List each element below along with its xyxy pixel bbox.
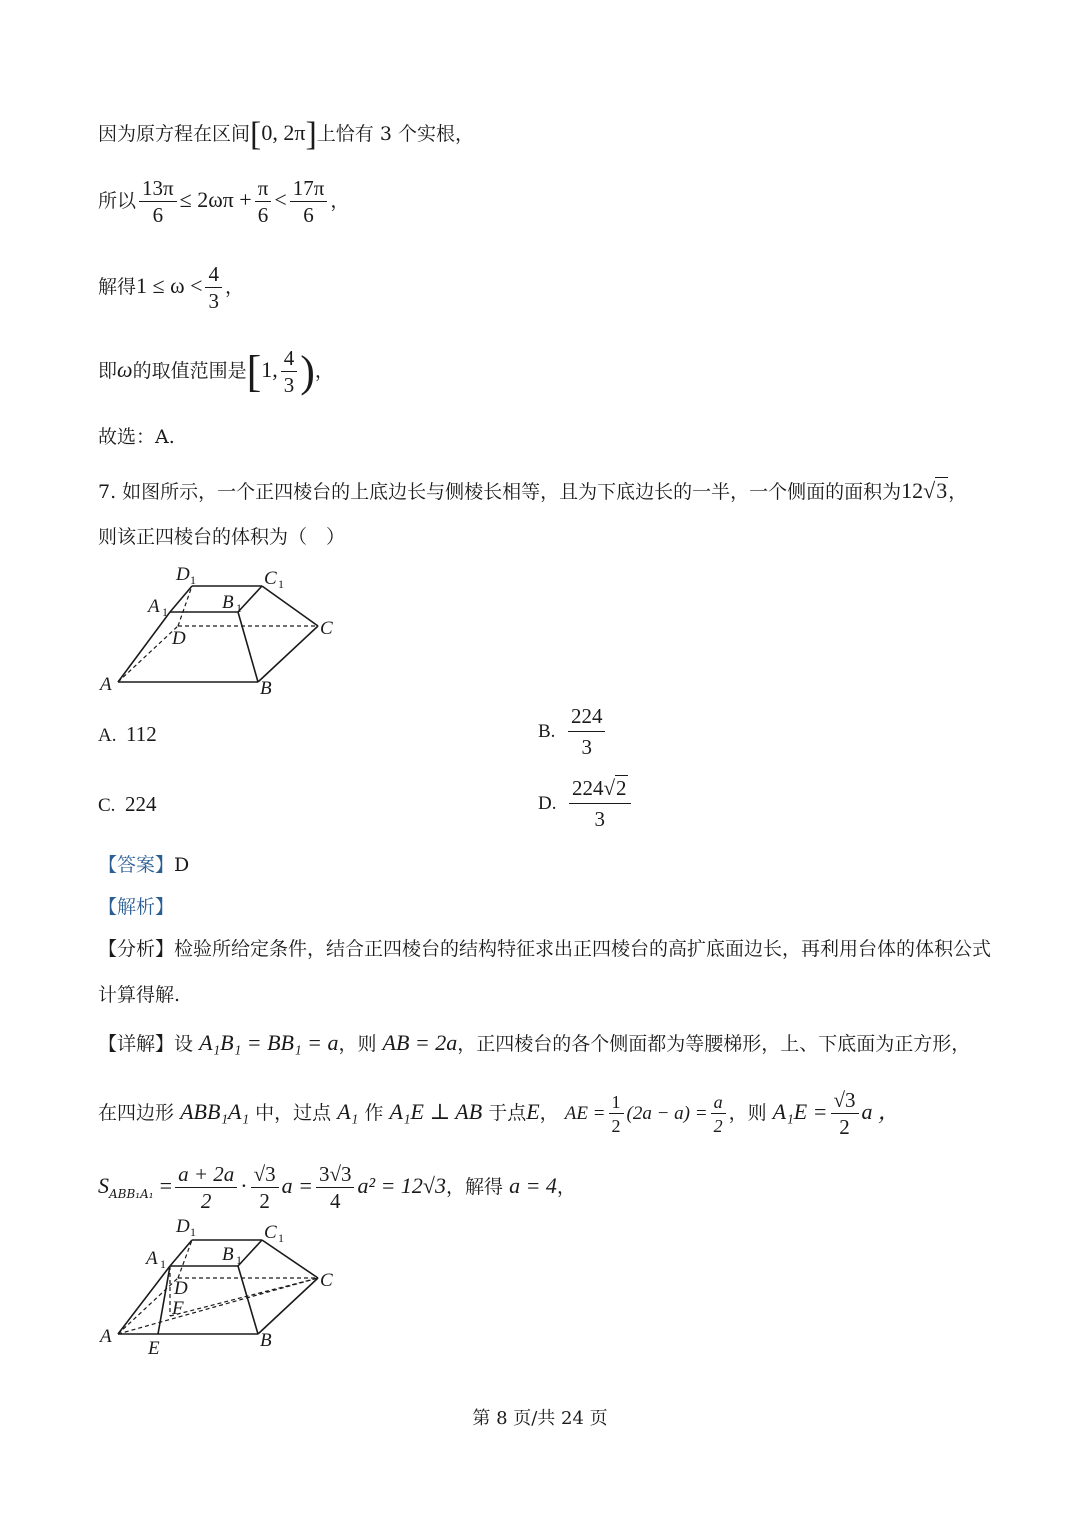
value: 12 bbox=[901, 478, 924, 503]
text: 作 bbox=[364, 1102, 384, 1124]
omega: ω bbox=[117, 357, 133, 382]
label-D: D bbox=[174, 1278, 188, 1299]
text: ， bbox=[556, 1176, 576, 1198]
denominator: 2 bbox=[200, 1189, 212, 1213]
option-label: C. bbox=[98, 795, 116, 816]
denominator: 2 bbox=[839, 1115, 850, 1139]
solution-line-4 bbox=[98, 348, 334, 396]
fraction bbox=[205, 264, 222, 312]
answer-line bbox=[98, 856, 189, 875]
edge-A1D1 bbox=[170, 586, 192, 612]
numerator: 224√2 bbox=[569, 776, 631, 804]
label-D1: D bbox=[176, 564, 190, 585]
hidden-edge-DD1 bbox=[178, 1240, 192, 1278]
text: ， bbox=[314, 360, 334, 382]
bracket-left: [ bbox=[246, 347, 262, 396]
fraction bbox=[175, 1164, 237, 1212]
denominator: 2 bbox=[611, 1116, 621, 1136]
frustum-figure-1 bbox=[96, 560, 346, 700]
label-C1: C bbox=[264, 568, 277, 589]
expr: (2a − a) = bbox=[626, 1103, 708, 1124]
label-F: F bbox=[172, 1298, 184, 1319]
xiangjie-line-3 bbox=[98, 1164, 576, 1212]
expr: < bbox=[274, 187, 287, 212]
option-b[interactable] bbox=[538, 704, 608, 760]
numerator: 224 bbox=[568, 704, 606, 732]
text: ，解得 bbox=[446, 1176, 504, 1198]
expr: AE = bbox=[564, 1103, 606, 1124]
text: ， bbox=[224, 276, 244, 298]
label-B: B bbox=[260, 678, 272, 699]
solution-line-1 bbox=[98, 118, 474, 152]
option-label: B. bbox=[538, 721, 556, 742]
analysis-tag-text: 【解析】 bbox=[98, 896, 175, 918]
bracket-left: [ bbox=[250, 116, 262, 153]
edge-AA1 bbox=[118, 1266, 170, 1334]
hidden-edge-AD bbox=[118, 626, 178, 682]
answer-value: D bbox=[174, 854, 190, 876]
text: ， bbox=[330, 190, 350, 212]
numerator: √3 bbox=[251, 1164, 279, 1188]
label-C: C bbox=[320, 618, 333, 639]
label-C: C bbox=[320, 1270, 333, 1291]
label-C1: C bbox=[264, 1222, 277, 1243]
denominator: 2 bbox=[713, 1116, 723, 1136]
solution-line-2 bbox=[98, 178, 349, 226]
label-sub: 1 bbox=[190, 1225, 196, 1239]
expr: A₁E = bbox=[772, 1099, 828, 1124]
denominator: 3 bbox=[581, 735, 592, 759]
text: ， bbox=[948, 481, 968, 503]
numerator: π bbox=[255, 178, 272, 202]
text: 于点 bbox=[488, 1102, 527, 1124]
interval: 0, 2π bbox=[261, 120, 306, 145]
denominator: 6 bbox=[303, 203, 314, 227]
radicand: 3 bbox=[936, 478, 948, 503]
label-sub: 1 bbox=[278, 577, 284, 591]
radicand: 2 bbox=[616, 776, 627, 800]
fraction bbox=[831, 1090, 859, 1138]
xiangjie-line-1 bbox=[98, 1032, 970, 1054]
page-footer: 第 8 页/共 24 页 bbox=[472, 1408, 608, 1429]
numerator: √3 bbox=[831, 1090, 859, 1114]
text: 设 bbox=[174, 1033, 194, 1055]
point: A₁ bbox=[337, 1099, 359, 1124]
label-D1: D bbox=[176, 1216, 190, 1237]
label-A: A bbox=[100, 1326, 112, 1347]
text: ， bbox=[539, 1102, 559, 1124]
denominator: 2 bbox=[259, 1189, 270, 1213]
label-B1: B bbox=[222, 592, 234, 613]
option-label: D. bbox=[538, 793, 557, 814]
numerator: 17π bbox=[290, 178, 328, 202]
option-d[interactable] bbox=[538, 776, 634, 832]
label-sub: 1 bbox=[190, 573, 196, 587]
equation: A₁B₁ = BB₁ = a bbox=[199, 1030, 339, 1055]
fraction bbox=[316, 1164, 355, 1212]
fraction bbox=[290, 178, 328, 226]
text: 解得 bbox=[98, 276, 137, 298]
option-value bbox=[569, 776, 631, 832]
numerator: 4 bbox=[281, 348, 298, 372]
denominator: 6 bbox=[257, 203, 269, 227]
expr: a = bbox=[281, 1173, 313, 1198]
sqrt-sign: √ bbox=[923, 478, 936, 503]
answer-tag: 【答案】 bbox=[98, 854, 175, 876]
label-A: A bbox=[100, 674, 112, 695]
coefficient: 224 bbox=[571, 776, 604, 800]
option-value: 112 bbox=[125, 722, 157, 746]
text: ，则 bbox=[338, 1033, 377, 1055]
fraction bbox=[255, 178, 272, 226]
fenxi-line-1 bbox=[98, 940, 991, 959]
result: a = 4 bbox=[509, 1173, 557, 1198]
fraction bbox=[281, 348, 298, 396]
numerator: a + 2a bbox=[175, 1164, 237, 1188]
point-e: E bbox=[526, 1099, 540, 1124]
eq: = bbox=[159, 1173, 173, 1198]
label-B: B bbox=[260, 1330, 272, 1351]
fraction bbox=[711, 1093, 726, 1135]
denominator: 4 bbox=[329, 1189, 341, 1213]
edge-CC1 bbox=[262, 1240, 318, 1278]
fenxi-line-2: 计算得解. bbox=[98, 984, 181, 1006]
fenxi-tag: 【分析】 bbox=[98, 938, 175, 960]
fraction bbox=[609, 1093, 624, 1135]
text: 在四边形 bbox=[98, 1102, 175, 1124]
label-sub: 1 bbox=[278, 1231, 284, 1245]
text: 中，过点 bbox=[255, 1102, 332, 1124]
text: 因为原方程在区间 bbox=[98, 123, 251, 145]
option-label: A. bbox=[98, 725, 117, 746]
option-c[interactable] bbox=[98, 792, 156, 817]
denominator: 3 bbox=[208, 289, 219, 313]
option-a[interactable] bbox=[98, 722, 157, 747]
fraction bbox=[251, 1164, 279, 1212]
denominator: 6 bbox=[152, 203, 164, 227]
text: 所以 bbox=[98, 190, 137, 212]
numerator: 1 bbox=[609, 1093, 624, 1114]
segment-A1E bbox=[158, 1266, 170, 1334]
label-sub: 1 bbox=[162, 605, 168, 619]
bracket-right: ] bbox=[305, 116, 317, 153]
text: 检验所给定条件，结合正四棱台的结构特征求出正四棱台的高扩底面边长，再利用台体的体积公式 bbox=[174, 938, 992, 960]
expr: 1, bbox=[261, 357, 278, 382]
text: ，正四棱台的各个侧面都为等腰梯形，上、下底面为正方形， bbox=[457, 1033, 971, 1055]
solution-line-3 bbox=[98, 264, 244, 312]
label-E: E bbox=[148, 1338, 160, 1359]
frustum-figure-2 bbox=[96, 1212, 346, 1360]
numerator: a bbox=[711, 1093, 726, 1114]
paren-right: ) bbox=[300, 347, 315, 396]
expr: ≤ 2ωπ + bbox=[179, 187, 252, 212]
hidden-edge-DD1 bbox=[178, 586, 192, 626]
numerator: 3√3 bbox=[316, 1164, 355, 1188]
label-A1: A bbox=[148, 596, 160, 617]
quad: ABB₁A₁ bbox=[180, 1099, 250, 1124]
xiangjie-line-2 bbox=[98, 1090, 900, 1138]
text: 7. 如图所示，一个正四棱台的上底边长与侧棱长相等，且为下底边长的一半，一个侧面的面积为 bbox=[98, 481, 902, 503]
expr: a² = 12√3 bbox=[357, 1173, 446, 1198]
analysis-tag bbox=[98, 898, 174, 917]
dot: · bbox=[240, 1173, 248, 1198]
expr: 1 ≤ ω < bbox=[136, 273, 203, 298]
text: 上恰有 3 个实根， bbox=[316, 123, 474, 145]
edge-BB1 bbox=[238, 612, 258, 682]
expr: a ， bbox=[861, 1099, 901, 1124]
numerator: 4 bbox=[205, 264, 222, 288]
edge-CC1 bbox=[262, 586, 318, 626]
edge-AA1 bbox=[118, 612, 170, 682]
area-subscript: ABB₁A₁ bbox=[109, 1186, 154, 1201]
perp: A₁E ⊥ AB bbox=[389, 1099, 483, 1124]
edge-A1D1 bbox=[170, 1240, 192, 1266]
option-value bbox=[568, 704, 606, 760]
label-D: D bbox=[172, 628, 186, 649]
equation: AB = 2a bbox=[382, 1030, 458, 1055]
question-7-line-2: 则该正四棱台的体积为（ ） bbox=[98, 526, 346, 548]
area-symbol: S bbox=[98, 1173, 109, 1198]
label-sub: 1 bbox=[236, 1253, 242, 1267]
solution-line-5: 故选：A. bbox=[98, 426, 175, 448]
text: 的取值范围是 bbox=[132, 360, 247, 382]
numerator: 13π bbox=[139, 178, 177, 202]
denominator: 3 bbox=[283, 373, 295, 397]
option-value: 224 bbox=[124, 792, 157, 816]
label-B1: B bbox=[222, 1244, 234, 1265]
edge-BC bbox=[258, 626, 318, 682]
text: ，则 bbox=[728, 1102, 767, 1124]
question-7-line-1 bbox=[98, 480, 967, 502]
fraction bbox=[139, 178, 177, 226]
label-sub: 1 bbox=[236, 601, 242, 615]
text: 即 bbox=[98, 360, 118, 382]
xiangjie-tag: 【详解】 bbox=[98, 1033, 175, 1055]
denominator: 3 bbox=[594, 807, 605, 831]
label-sub: 1 bbox=[160, 1257, 166, 1271]
label-A1: A bbox=[146, 1248, 158, 1269]
